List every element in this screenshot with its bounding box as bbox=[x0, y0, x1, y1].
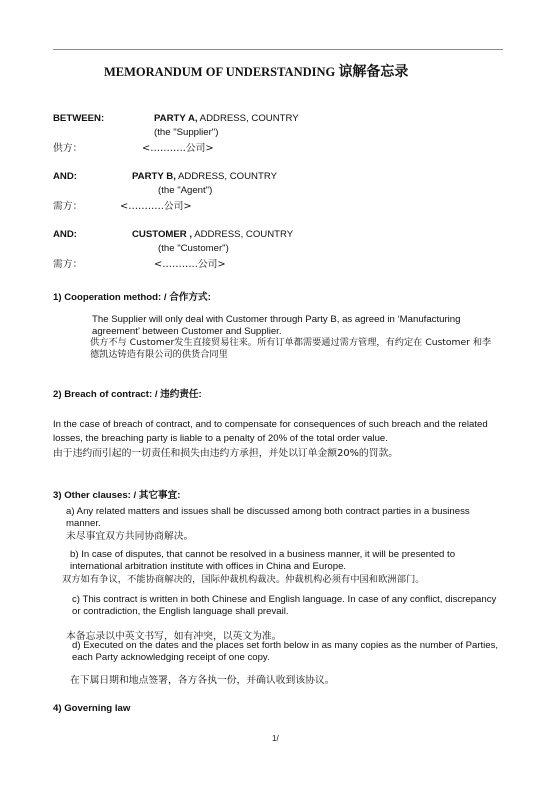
party-cn-company: <………..公司> bbox=[154, 259, 226, 270]
section-1-chinese: 供方不与 Customer发生直接贸易往来。所有订单都需要通过需方管理，有约定在 Customer 和李德凯达铸造有限公司的供货合同里 bbox=[90, 337, 492, 360]
section-2-heading: 2) Breach of contract: / 违约责任: bbox=[53, 389, 202, 400]
party-label: BETWEEN: bbox=[53, 113, 105, 124]
clause-d-english: d) Executed on the dates and the places set forth below in as many copies as the number of Parties, each Party acknowledging receipt of one copy. bbox=[72, 640, 499, 663]
party-cn-label: 需方： bbox=[53, 201, 83, 212]
party-address: ADDRESS, COUNTRY bbox=[192, 229, 294, 240]
page-number: 1/ bbox=[272, 734, 279, 743]
section-2-english: In the case of breach of contract, and to compensate for consequences of such breach and the related losses, the breaching party is liable to a penalty of 20% of the total order value. bbox=[53, 419, 488, 444]
party-cn-company: <………..公司> bbox=[120, 201, 192, 212]
party-name-line bbox=[154, 113, 299, 124]
party-role: (the "Agent") bbox=[158, 185, 213, 196]
party-address: ADDRESS, COUNTRY bbox=[197, 113, 299, 124]
clause-a-chinese: 未尽事宜双方共同协商解决。 bbox=[66, 531, 194, 542]
party-name-line bbox=[132, 229, 293, 240]
clause-d-chinese: 在下属日期和地点签署，各方各执一份，并确认收到该协议。 bbox=[70, 675, 335, 686]
section-4-heading: 4) Governing law bbox=[53, 703, 131, 714]
top-rule bbox=[53, 49, 503, 50]
section-1-heading: 1) Cooperation method: / 合作方式: bbox=[53, 292, 211, 303]
party-role: (the "Supplier") bbox=[154, 127, 219, 138]
party-label: AND: bbox=[53, 229, 77, 240]
party-name: PARTY A, bbox=[154, 113, 198, 124]
party-cn-label: 需方： bbox=[53, 259, 83, 270]
clause-c-chinese: 本备忘录以中英文书写，如有冲突，以英文为准。 bbox=[66, 631, 282, 642]
party-name: CUSTOMER , bbox=[132, 229, 193, 240]
clause-c-english: c) This contract is written in both Chinese and English language. In case of any conflict, discrepancy or contradiction, the English language shall prevail. bbox=[72, 594, 497, 617]
party-address: ADDRESS, COUNTRY bbox=[175, 171, 277, 182]
document-title bbox=[104, 61, 408, 81]
party-label: AND: bbox=[53, 171, 77, 182]
title-english: MEMORANDUM OF UNDERSTANDING bbox=[104, 65, 336, 79]
party-name: PARTY B, bbox=[132, 171, 176, 182]
clause-a-english: a) Any related matters and issues shall be discussed among both contract parties in a business manner. bbox=[66, 506, 470, 529]
section-1-english: The Supplier will only deal with Customer through Party B, as agreed in ‘Manufacturing agreement’ between Customer and Supplier. bbox=[92, 314, 461, 337]
section-2-chinese: 由于违约而引起的一切责任和损失由违约方承担，并处以订单金额20%的罚款。 bbox=[53, 448, 399, 459]
party-name-line bbox=[132, 171, 277, 182]
party-role: (the "Customer") bbox=[158, 243, 229, 254]
section-3-heading: 3) Other clauses: / 其它事宜: bbox=[53, 490, 181, 501]
clause-b-chinese: 双方如有争议，不能协商解决的，国际仲裁机构裁决。仲裁机构必须有中国和欧洲部门。 bbox=[62, 574, 425, 585]
party-cn-label: 供方： bbox=[53, 143, 83, 154]
party-cn-company: <………..公司> bbox=[142, 143, 214, 154]
clause-b-english: b) In case of disputes, that cannot be resolved in a business manner, it will be presented to international arbitration institute with offices in China and Europe. bbox=[70, 549, 456, 572]
title-chinese: 谅解备忘录 bbox=[338, 64, 409, 80]
